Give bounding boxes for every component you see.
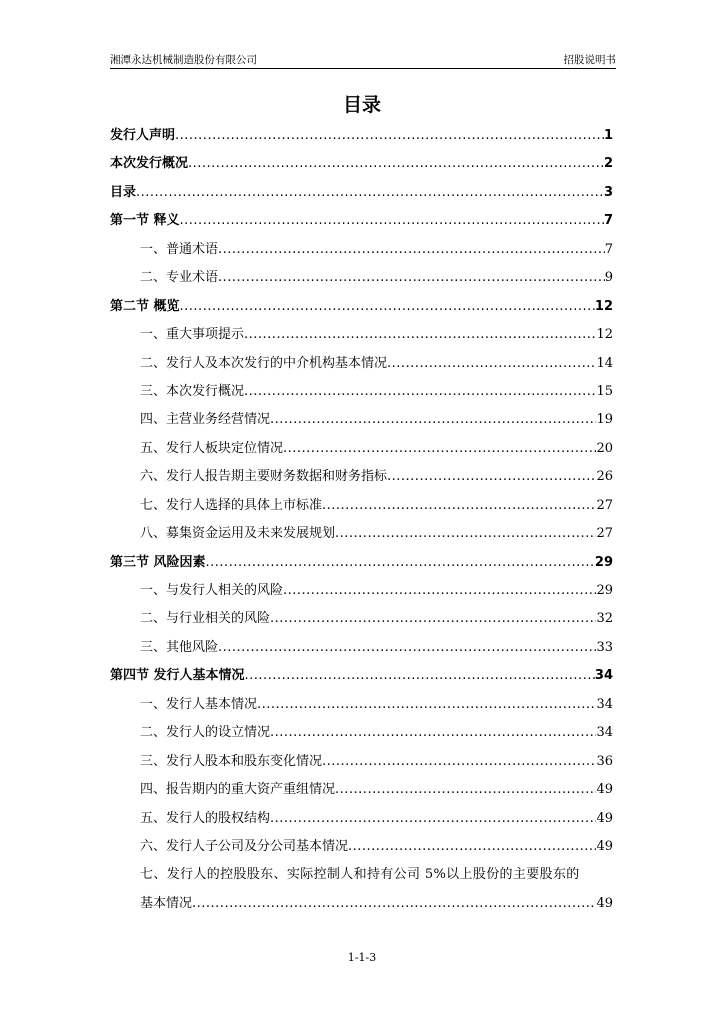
toc-entry-text: 八、募集资金运用及未来发展规划 [140, 526, 336, 542]
toc-entry-wrapped-line1[interactable]: 七、发行人的控股股东、实际控制人和持有公司 5%以上股份的主要股东的 [140, 867, 580, 883]
toc-leader-dots [218, 264, 605, 292]
toc-entry-page: 19 [596, 412, 613, 428]
toc-entry-chapter[interactable] [110, 549, 613, 577]
toc-entry-page: 34 [594, 668, 613, 684]
toc-leader-dots [270, 406, 596, 434]
header-document-type: 招股说明书 [563, 54, 616, 66]
toc-entry-text: 一、重大事项提示 [140, 327, 245, 343]
toc-leader-dots [175, 122, 604, 150]
toc-entry-page: 34 [596, 725, 613, 741]
toc-leader-dots [244, 378, 596, 406]
toc-leader-dots [387, 350, 596, 378]
toc-entry-text: 三、其他风险 [140, 639, 219, 655]
toc-entry-page: 12 [596, 327, 613, 343]
toc-entry-section[interactable] [110, 577, 613, 605]
toc-entry-page: 27 [596, 526, 613, 542]
toc-leader-dots [270, 605, 596, 633]
toc-entry-wrapped-line2[interactable] [110, 890, 613, 918]
toc-entry-section[interactable] [110, 463, 613, 491]
header-company-name: 湘潭永达机械制造股份有限公司 [110, 54, 257, 66]
toc-entry-section[interactable] [110, 378, 613, 406]
toc-entry-text: 第三节 风险因素 [110, 554, 206, 570]
toc-entry-page: 3 [603, 184, 613, 200]
toc-entry-text: 一、普通术语 [140, 241, 219, 257]
toc-entry-text: 三、本次发行概况 [140, 383, 245, 399]
toc-leader-dots [244, 321, 596, 349]
toc-leader-dots [335, 776, 596, 804]
toc-leader-dots [180, 293, 595, 321]
table-of-contents [110, 122, 613, 918]
toc-entry-text: 七、发行人选择的具体上市标准 [140, 497, 323, 513]
toc-entry-chapter[interactable] [110, 293, 613, 321]
toc-entry-section[interactable] [110, 833, 613, 861]
toc-leader-dots [218, 634, 596, 662]
toc-entry-page: 20 [596, 440, 613, 456]
toc-entry-page: 26 [596, 469, 613, 485]
toc-entry-text: 一、与发行人相关的风险 [140, 583, 284, 598]
toc-entry-text: 基本情况 [140, 895, 193, 911]
toc-leader-dots [322, 492, 596, 520]
toc-entry-text: 六、发行人子公司及分公司基本情况 [140, 838, 349, 854]
toc-entry-section[interactable] [110, 719, 613, 747]
toc-leader-dots [322, 748, 596, 776]
toc-entry-page: 2 [603, 156, 613, 172]
toc-entry-page: 12 [594, 298, 613, 314]
toc-entry-section[interactable] [110, 634, 613, 662]
toc-entry-chapter[interactable] [110, 150, 613, 178]
toc-leader-dots [218, 236, 605, 264]
toc-entry-page: 32 [596, 611, 613, 627]
toc-entry-section[interactable] [110, 805, 613, 833]
toc-entry-section[interactable] [110, 264, 613, 292]
toc-entry-page: 49 [596, 782, 613, 798]
toc-entry-section[interactable] [110, 435, 613, 463]
toc-entry-page: 34 [596, 696, 613, 712]
toc-entry-section[interactable] [110, 605, 613, 633]
toc-entry-section[interactable] [110, 776, 613, 804]
toc-entry-text: 五、发行人板块定位情况 [140, 440, 284, 456]
toc-entry-section[interactable] [110, 321, 613, 349]
toc-entry-page: 49 [596, 895, 613, 911]
toc-entry-text: 第一节 释义 [110, 213, 180, 229]
toc-entry-text: 发行人声明 [110, 128, 176, 143]
toc-entry-text: 目录 [110, 184, 137, 200]
toc-entry-page: 49 [596, 838, 613, 854]
toc-entry-text: 二、专业术语 [140, 270, 219, 286]
toc-entry-section[interactable] [110, 492, 613, 520]
page-title: 目录 [342, 94, 381, 116]
toc-entry-section[interactable] [110, 520, 613, 548]
toc-entry-page: 29 [594, 554, 613, 570]
toc-entry-text: 第二节 概览 [110, 298, 180, 314]
toc-entry-chapter[interactable] [110, 662, 613, 690]
toc-entry-text: 二、发行人及本次发行的中介机构基本情况 [140, 355, 388, 371]
toc-entry-page: 36 [596, 753, 613, 769]
toc-leader-dots [348, 833, 596, 861]
toc-leader-dots [283, 577, 596, 605]
toc-entry-text: 一、发行人基本情况 [140, 696, 258, 712]
toc-entry-text: 四、主营业务经营情况 [140, 412, 271, 428]
toc-entry-page: 9 [604, 270, 613, 286]
toc-entry-chapter[interactable] [110, 179, 613, 207]
toc-leader-dots [270, 719, 596, 747]
toc-leader-dots [192, 890, 596, 918]
toc-entry-text: 六、发行人报告期主要财务数据和财务指标 [140, 469, 388, 485]
toc-entry-text: 第四节 发行人基本情况 [110, 668, 245, 684]
toc-entry-section[interactable] [110, 406, 613, 434]
toc-entry-text: 二、发行人的设立情况 [140, 725, 271, 741]
toc-leader-dots [270, 805, 596, 833]
toc-entry-page: 7 [603, 213, 613, 229]
toc-entry-page: 29 [596, 583, 613, 598]
page-header [110, 52, 616, 69]
toc-entry-page: 1 [603, 128, 613, 143]
toc-leader-dots [206, 549, 595, 577]
toc-entry-section[interactable] [110, 236, 613, 264]
toc-leader-dots [257, 691, 596, 719]
toc-entry-text: 三、发行人股本和股东变化情况 [140, 753, 323, 769]
toc-entry-chapter[interactable] [110, 207, 613, 235]
toc-entry-page: 14 [596, 355, 613, 371]
toc-entry-page: 15 [596, 383, 613, 399]
toc-entry-page: 7 [604, 241, 613, 257]
toc-entry-text: 五、发行人的股权结构 [140, 810, 271, 826]
toc-entry-page: 33 [596, 639, 613, 655]
toc-entry-text: 本次发行概况 [110, 156, 189, 172]
toc-leader-dots [283, 435, 596, 463]
toc-entry-chapter[interactable] [110, 122, 613, 150]
toc-leader-dots [245, 662, 595, 690]
toc-leader-dots [136, 179, 604, 207]
toc-entry-section[interactable] [110, 350, 613, 378]
toc-entry-page: 49 [596, 810, 613, 826]
toc-entry-text: 四、报告期内的重大资产重组情况 [140, 782, 336, 798]
toc-leader-dots [387, 463, 596, 491]
toc-leader-dots [335, 520, 596, 548]
page-footer-number: 1-1-3 [347, 951, 377, 964]
toc-leader-dots [188, 150, 604, 178]
toc-entry-section[interactable] [110, 748, 613, 776]
toc-leader-dots [180, 207, 604, 235]
toc-entry-text: 二、与行业相关的风险 [140, 611, 271, 627]
toc-entry-section[interactable] [110, 691, 613, 719]
toc-entry-page: 27 [596, 497, 613, 513]
